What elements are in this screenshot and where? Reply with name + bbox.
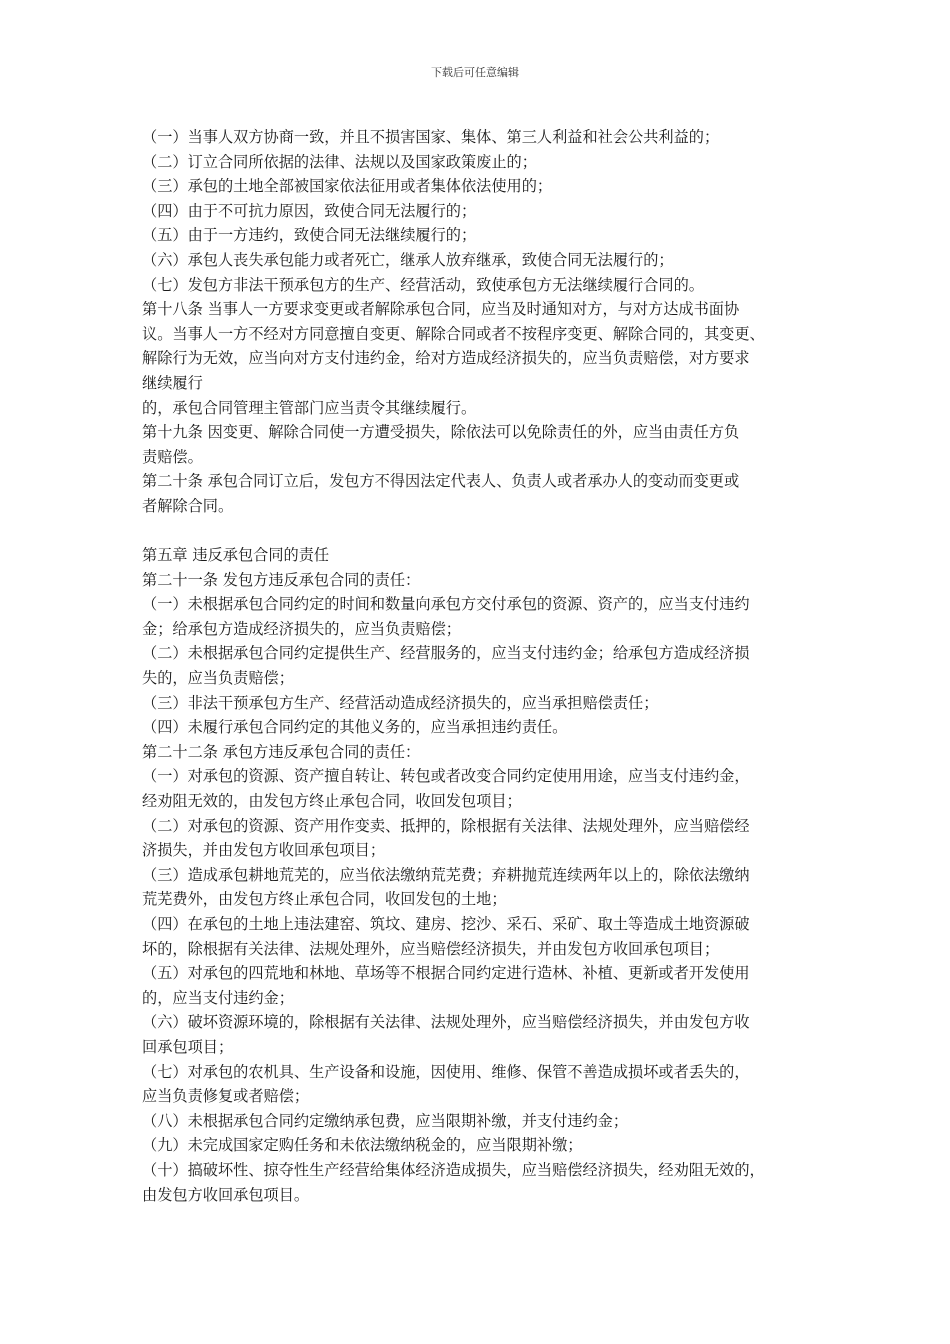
document-line: 济损失，并由发包方收回承包项目； [142, 841, 385, 860]
document-line: （四）由于不可抗力原因，致使合同无法履行的； [142, 201, 477, 220]
document-line: （一）当事人双方协商一致，并且不损害国家、集体、第三人利益和社会公共利益的； [142, 128, 720, 146]
blank-line [142, 519, 818, 544]
document-line: 解除行为无效，应当向对方支付违约金，给对方造成经济损失的，应当负责赔偿，对方要求 [142, 349, 750, 368]
document-line: 议。当事人一方不经对方同意擅自变更、解除合同或者不按程序变更、解除合同的，其变更、 [142, 324, 765, 343]
document-line: 第十九条 因变更、解除合同使一方遭受损失，除依法可以免除责任的外，应当由责任方负 [142, 423, 740, 442]
document-line: （六）承包人丧失承包能力或者死亡，继承人放弃继承，致使合同无法履行的； [142, 250, 674, 269]
document-line: （三）承包的土地全部被国家依法征用或者集体依法使用的； [142, 177, 553, 196]
document-line: 回承包项目； [142, 1037, 234, 1056]
document-line: 经劝阻无效的，由发包方终止承包合同，收回发包项目； [142, 792, 522, 811]
document-body [142, 125, 818, 1207]
document-line: 荒芜费外，由发包方终止承包合同，收回发包的土地； [142, 890, 507, 909]
document-line: （十）搞破坏性、掠夺性生产经营给集体经济造成损失，应当赔偿经济损失，经劝阻无效的， [142, 1160, 765, 1179]
document-line: 金；给承包方造成经济损失的，应当负责赔偿； [142, 619, 461, 638]
document-line: （二）订立合同所依据的法律、法规以及国家政策废止的； [142, 152, 537, 171]
document-line: （四）未履行承包合同约定的其他义务的，应当承担违约责任。 [142, 718, 568, 737]
document-line: 者解除合同。 [142, 496, 234, 515]
document-line: 第二十二条 承包方违反承包合同的责任： [142, 742, 421, 761]
document-line: 坏的，除根据有关法律、法规处理外，应当赔偿经济损失，并由发包方收回承包项目； [142, 939, 720, 958]
document-line: 应当负责修复或者赔偿； [142, 1087, 310, 1106]
document-line: 第五章 违反承包合同的责任 [142, 546, 330, 565]
document-line: 第二十一条 发包方违反承包合同的责任： [142, 570, 421, 589]
document-line: 的，应当支付违约金； [142, 988, 294, 1007]
document-line: 由发包方收回承包项目。 [142, 1185, 310, 1204]
document-line: （五）对承包的四荒地和林地、草场等不根据合同约定进行造林、补植、更新或者开发使用 [142, 964, 750, 983]
document-line: （七）发包方非法干预承包方的生产、经营活动，致使承包方无法继续履行合同的。 [142, 275, 704, 294]
page-header: 下载后可任意编辑 [431, 66, 519, 79]
document-line: 责赔偿。 [142, 447, 203, 466]
document-line: （一）对承包的资源、资产擅自转让、转包或者改变合同约定使用用途，应当支付违约金， [142, 767, 750, 786]
document-line: （二）对承包的资源、资产用作变卖、抵押的，除根据有关法律、法规处理外，应当赔偿经 [142, 816, 750, 835]
document-line: （六）破坏资源环境的，除根据有关法律、法规处理外，应当赔偿经济损失，并由发包方收 [142, 1013, 750, 1032]
document-line: （一）未根据承包合同约定的时间和数量向承包方交付承包的资源、资产的，应当支付违约 [142, 595, 750, 614]
document-line: （四）在承包的土地上违法建窑、筑坟、建房、挖沙、采石、采矿、取土等造成土地资源破 [142, 915, 750, 933]
document-line: （九）未完成国家定购任务和未依法缴纳税金的，应当限期补缴； [142, 1136, 583, 1155]
document-line: （七）对承包的农机具、生产设备和设施，因使用、维修、保管不善造成损坏或者丢失的， [142, 1062, 750, 1081]
document-line: 第二十条 承包合同订立后，发包方不得因法定代表人、负责人或者承办人的变动而变更或 [142, 472, 740, 491]
document-line: 失的，应当负责赔偿； [142, 669, 294, 688]
document-line: （二）未根据承包合同约定提供生产、经营服务的，应当支付违约金；给承包方造成经济损 [142, 644, 750, 663]
document-line: 第十八条 当事人一方要求变更或者解除承包合同，应当及时通知对方，与对方达成书面协 [142, 300, 740, 319]
document-line: （三）造成承包耕地荒芜的，应当依法缴纳荒芜费；弃耕抛荒连续两年以上的，除依法缴纳 [142, 865, 750, 884]
document-line: （五）由于一方违约，致使合同无法继续履行的； [142, 226, 477, 245]
document-line: 继续履行 [142, 373, 203, 392]
document-line: 的，承包合同管理主管部门应当责令其继续履行。 [142, 398, 477, 417]
document-line: （三）非法干预承包方生产、经营活动造成经济损失的，应当承担赔偿责任； [142, 693, 659, 712]
document-line: （八）未根据承包合同约定缴纳承包费，应当限期补缴，并支付违约金； [142, 1111, 628, 1130]
